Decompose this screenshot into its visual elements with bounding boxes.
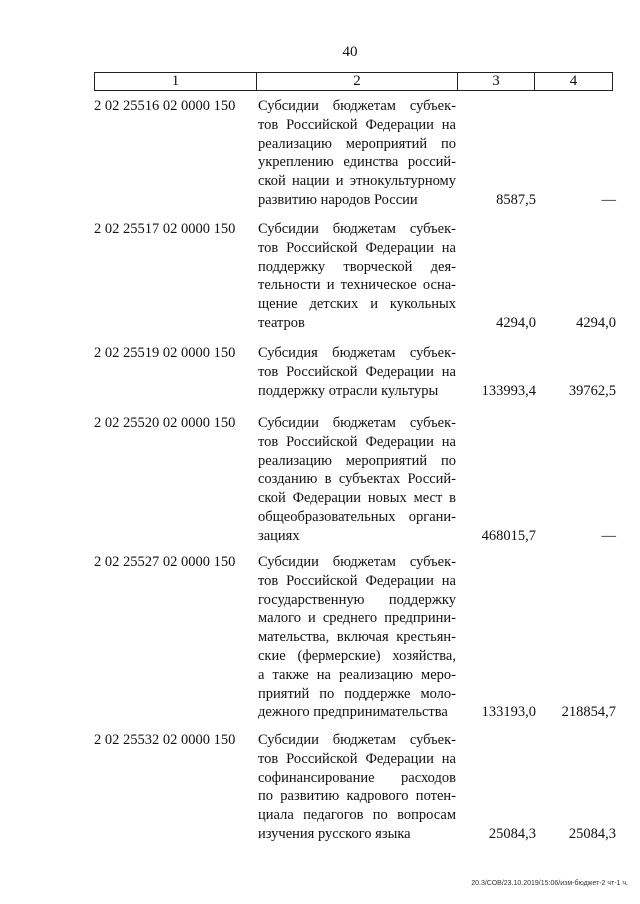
budget-item-name: [258, 220, 456, 333]
name-line: реализацию мероприятий по: [258, 135, 456, 152]
name-line: Субсидии бюджетам субъек-: [258, 732, 456, 748]
name-line: дежного предпринимательства: [258, 704, 448, 721]
budget-code: 2 02 25519 02 0000 150: [94, 345, 236, 361]
amount-col-3: 4294,0: [496, 315, 536, 331]
budget-item-name: [258, 731, 456, 844]
budget-code: 2 02 25532 02 0000 150: [94, 732, 236, 748]
table-header: [94, 72, 613, 91]
name-line: софинансирование расходов: [258, 769, 456, 786]
name-line: укреплению единства россий-: [258, 154, 456, 171]
amount-col-3: 8587,5: [496, 192, 536, 208]
amount-col-4: 218854,7: [561, 704, 616, 721]
name-line: тов Российской Федерации на: [258, 239, 456, 256]
name-line: тов Российской Федерации на: [258, 572, 456, 589]
amount-col-4: 39762,5: [568, 382, 616, 399]
amount-col-3: 25084,3: [488, 826, 536, 842]
name-line: общеобразовательных органи-: [258, 508, 456, 525]
amount-col-3: 468015,7: [481, 527, 536, 544]
name-line: ские (фермерские) хозяйства,: [258, 647, 456, 664]
budget-code: 2 02 25517 02 0000 150: [94, 221, 236, 237]
header-col-2: 2: [257, 73, 458, 90]
name-line: ской Федерации новых мест в: [258, 490, 456, 507]
name-line: Субсидии бюджетам субъек-: [258, 415, 456, 431]
name-line: а также на реализацию меро-: [258, 666, 456, 683]
name-line: развитию народов России: [258, 191, 418, 208]
name-line: по развитию кадрового потен-: [258, 788, 456, 805]
name-line: Субсидии бюджетам субъек-: [258, 98, 456, 114]
header-col-4: 4: [569, 73, 578, 89]
amount-col-4: 25084,3: [568, 826, 616, 842]
document-footer: 20.3/СОВ/23.10.2019/15:06/изм-бюджет-2 чт-1 ч.: [471, 880, 628, 887]
name-line: Субсидии бюджетам субъек-: [258, 554, 456, 570]
name-line: малого и среднего предприни-: [258, 610, 456, 627]
budget-item-name: [258, 414, 456, 546]
amount-col-4: 4294,0: [576, 315, 616, 331]
name-line: приятий по поддержке моло-: [258, 685, 456, 702]
budget-item-name: [258, 344, 456, 400]
name-line: мательства, включая крестьян-: [258, 629, 456, 646]
name-line: театров: [258, 314, 305, 331]
name-line: зациях: [258, 527, 300, 544]
name-line: созданию в субъектах Россий-: [258, 471, 456, 488]
amount-col-4: —: [601, 527, 616, 544]
name-line: государственную поддержку: [258, 591, 456, 608]
budget-item-name: [258, 553, 456, 722]
name-line: тов Российской Федерации на: [258, 433, 456, 450]
budget-code: 2 02 25527 02 0000 150: [94, 554, 236, 570]
name-line: тов Российской Федерации на: [258, 116, 456, 133]
name-line: циала педагогов по вопросам: [258, 807, 456, 824]
name-line: поддержку творческой дея-: [258, 258, 456, 275]
name-line: изучения русского языка: [258, 825, 411, 842]
amount-col-4: —: [601, 192, 616, 208]
amount-col-3: 133993,4: [481, 382, 536, 399]
name-line: ской нации и этнокультурному: [258, 173, 456, 190]
amount-col-3: 133193,0: [481, 704, 536, 721]
header-col-3: 3: [458, 73, 535, 90]
name-line: Субсидия бюджетам субъек-: [258, 345, 456, 361]
name-line: поддержку отрасли культуры: [258, 382, 439, 399]
budget-code: 2 02 25516 02 0000 150: [94, 98, 236, 114]
budget-code: 2 02 25520 02 0000 150: [94, 415, 236, 431]
page-number: 40: [342, 44, 358, 60]
name-line: тельности и техническое осна-: [258, 277, 456, 294]
header-col-1: 1: [95, 73, 257, 90]
name-line: щение детских и кукольных: [258, 296, 456, 313]
name-line: Субсидии бюджетам субъек-: [258, 221, 456, 237]
name-line: тов Российской Федерации на: [258, 363, 456, 380]
name-line: реализацию мероприятий по: [258, 452, 456, 469]
budget-item-name: [258, 97, 456, 210]
name-line: тов Российской Федерации на: [258, 750, 456, 767]
